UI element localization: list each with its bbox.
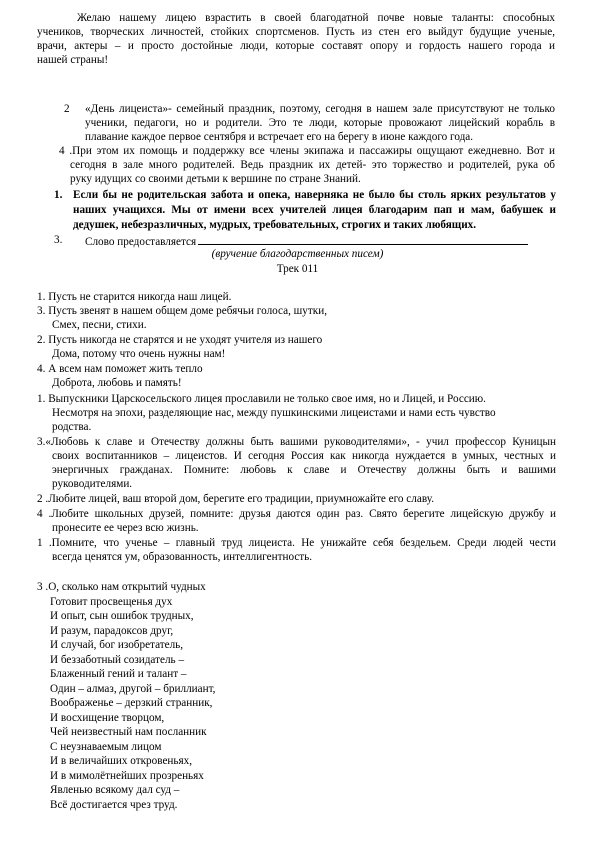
item4-line-3: руку идущих со своими детьми к вершине по стране Знаний. [70, 173, 361, 185]
poem2-line: Чей неизвестный нам посланник [50, 726, 207, 738]
para4-line-1: 4 .Любите школьных друзей, помните: друзья даются один раз. Свято берегите лицейскую дружбу и [37, 508, 556, 520]
item2-line-3: плавание каждое первое сентября и встречает его на берегу в июне каждого года. [85, 131, 474, 143]
track-label: Трек 011 [276, 263, 319, 275]
poem2-line: Явленью всякому дал суд – [50, 784, 180, 796]
item1-line-2: наших учащихся. Мы от имени всех учителей лицея благодарим пап и мам, бабушек и [73, 204, 556, 216]
para1-line-2: Несмотря на эпохи, разделяющие нас, между пушкинскими лицеистами и нами есть чувство [52, 407, 496, 419]
item2-line-1: «День лицеиста»- семейный праздник, поэтому, сегодня в нашем зале присутствуют не только [85, 103, 555, 115]
intro-line-1: Желаю нашему лицею взрастить в своей благодатной почве новые таланты: способных [77, 12, 555, 24]
award-note: (вручение благодарственных писем) [211, 248, 384, 260]
para1b-line-1: 1 .Помните, что ученье – главный труд лицеиста. Не унижайте себя бездельем. Среди людей чести [37, 537, 556, 549]
intro-line-3: врачи, актеры – и просто достойные люди, которые составят опору и гордость нашего города и [37, 40, 555, 52]
para2-line: 2 .Любите лицей, ваш второй дом, берегите его традиции, приумножайте его славу. [37, 493, 434, 505]
fill-in-line [198, 233, 528, 245]
poem2-line: Готовит просвещенья дух [50, 595, 173, 608]
poem2-line: И разум, парадоксов друг, [50, 624, 174, 637]
intro-line-4: нашей страны! [37, 54, 109, 66]
poem2-line: Воображенье – дерзкий странник, [50, 697, 213, 709]
poem1-line: 2. Пусть никогда не старятся и не уходят учителя из нашего [37, 334, 323, 346]
poem1-line: Дома, потому что очень нужны нам! [52, 348, 226, 360]
item1-line-1: Если бы не родительская забота и опека, наверняка не было бы столь ярких результатов у [73, 189, 556, 201]
para4-line-2: пронесите ее через всю жизнь. [52, 522, 199, 534]
poem2-line: Блаженный гений и талант – [50, 668, 187, 680]
para1-line-3: родства. [52, 421, 92, 433]
poem2-line: Один – алмаз, другой – бриллиант, [50, 682, 216, 695]
para3-line-4: руководителями. [52, 478, 133, 490]
item2-line-2: ученики, педагоги, но и родители. Это те люди, которые провожают лицейский корабль в [85, 117, 555, 129]
item1-line-3: дедушек, небезразличных, мудрых, требовательных, строгих и таких любящих. [73, 219, 477, 231]
para3-line-1: 3.«Любовь к славе и Отечеству должны быть вашими руководителями», - учил профессор Куницын [37, 436, 556, 448]
poem2-line: И восхищение творцом, [50, 711, 165, 724]
item3-text: Слово предоставляется [85, 236, 197, 248]
poem2-line: И в величайших откровеньях, [50, 755, 193, 767]
item4-line-1: 4 .При этом их помощь и поддержку все члены экипажа и пассажиры ощущают ежедневно. Вот и [59, 145, 555, 157]
poem1-line: 1. Пусть не старится никогда наш лицей. [37, 291, 232, 303]
poem1-line: Смех, песни, стихи. [52, 319, 147, 331]
para1b-line-2: всегда ценятся ум, образованность, интеллигентность. [52, 551, 313, 563]
poem2-line: 3 .О, сколько нам открытий чудных [37, 581, 206, 593]
poem1-line: 3. Пусть звенят в нашем общем доме ребячьи голоса, шутки, [37, 305, 328, 317]
poem2-line: И беззаботный созидатель – [50, 653, 185, 666]
poem2-line: Всё достигается чрез труд. [50, 798, 178, 811]
para3-line-3: энергичных гражданах. Помните: любовь к славе и Отечеству должны быть и вашими [52, 464, 556, 476]
item2-number: 2 [64, 103, 70, 115]
para1-line-1: 1. Выпускники Царскосельского лицея прославили не только свое имя, но и Лицей, и Россию. [37, 393, 486, 405]
poem2-line: И в мимолётнейших прозреньях [50, 769, 204, 782]
poem2-line: С неузнаваемым лицом [50, 740, 162, 753]
poem1-line: 4. А всем нам поможет жить тепло [37, 363, 203, 375]
item1-number: 1. [54, 189, 63, 201]
poem1-line: Доброта, любовь и память! [52, 377, 182, 389]
item3-number: 3. [54, 234, 63, 246]
intro-line-2: учеников, творческих личностей, стойких спортсменов. Пусть из стен его выйдут будущие ученые, [37, 26, 555, 38]
item4-line-2: сегодня в зале много родителей. Ведь праздник их детей- это торжество и родителей, рука об [70, 159, 555, 171]
para3-line-2: своих воспитанников – лицеистов. И сегодня Россия как никогда нуждается в умных, честных и [52, 450, 556, 462]
poem2-line: И опыт, сын ошибок трудных, [50, 610, 194, 622]
poem2-line: И случай, бог изобретатель, [50, 639, 184, 651]
